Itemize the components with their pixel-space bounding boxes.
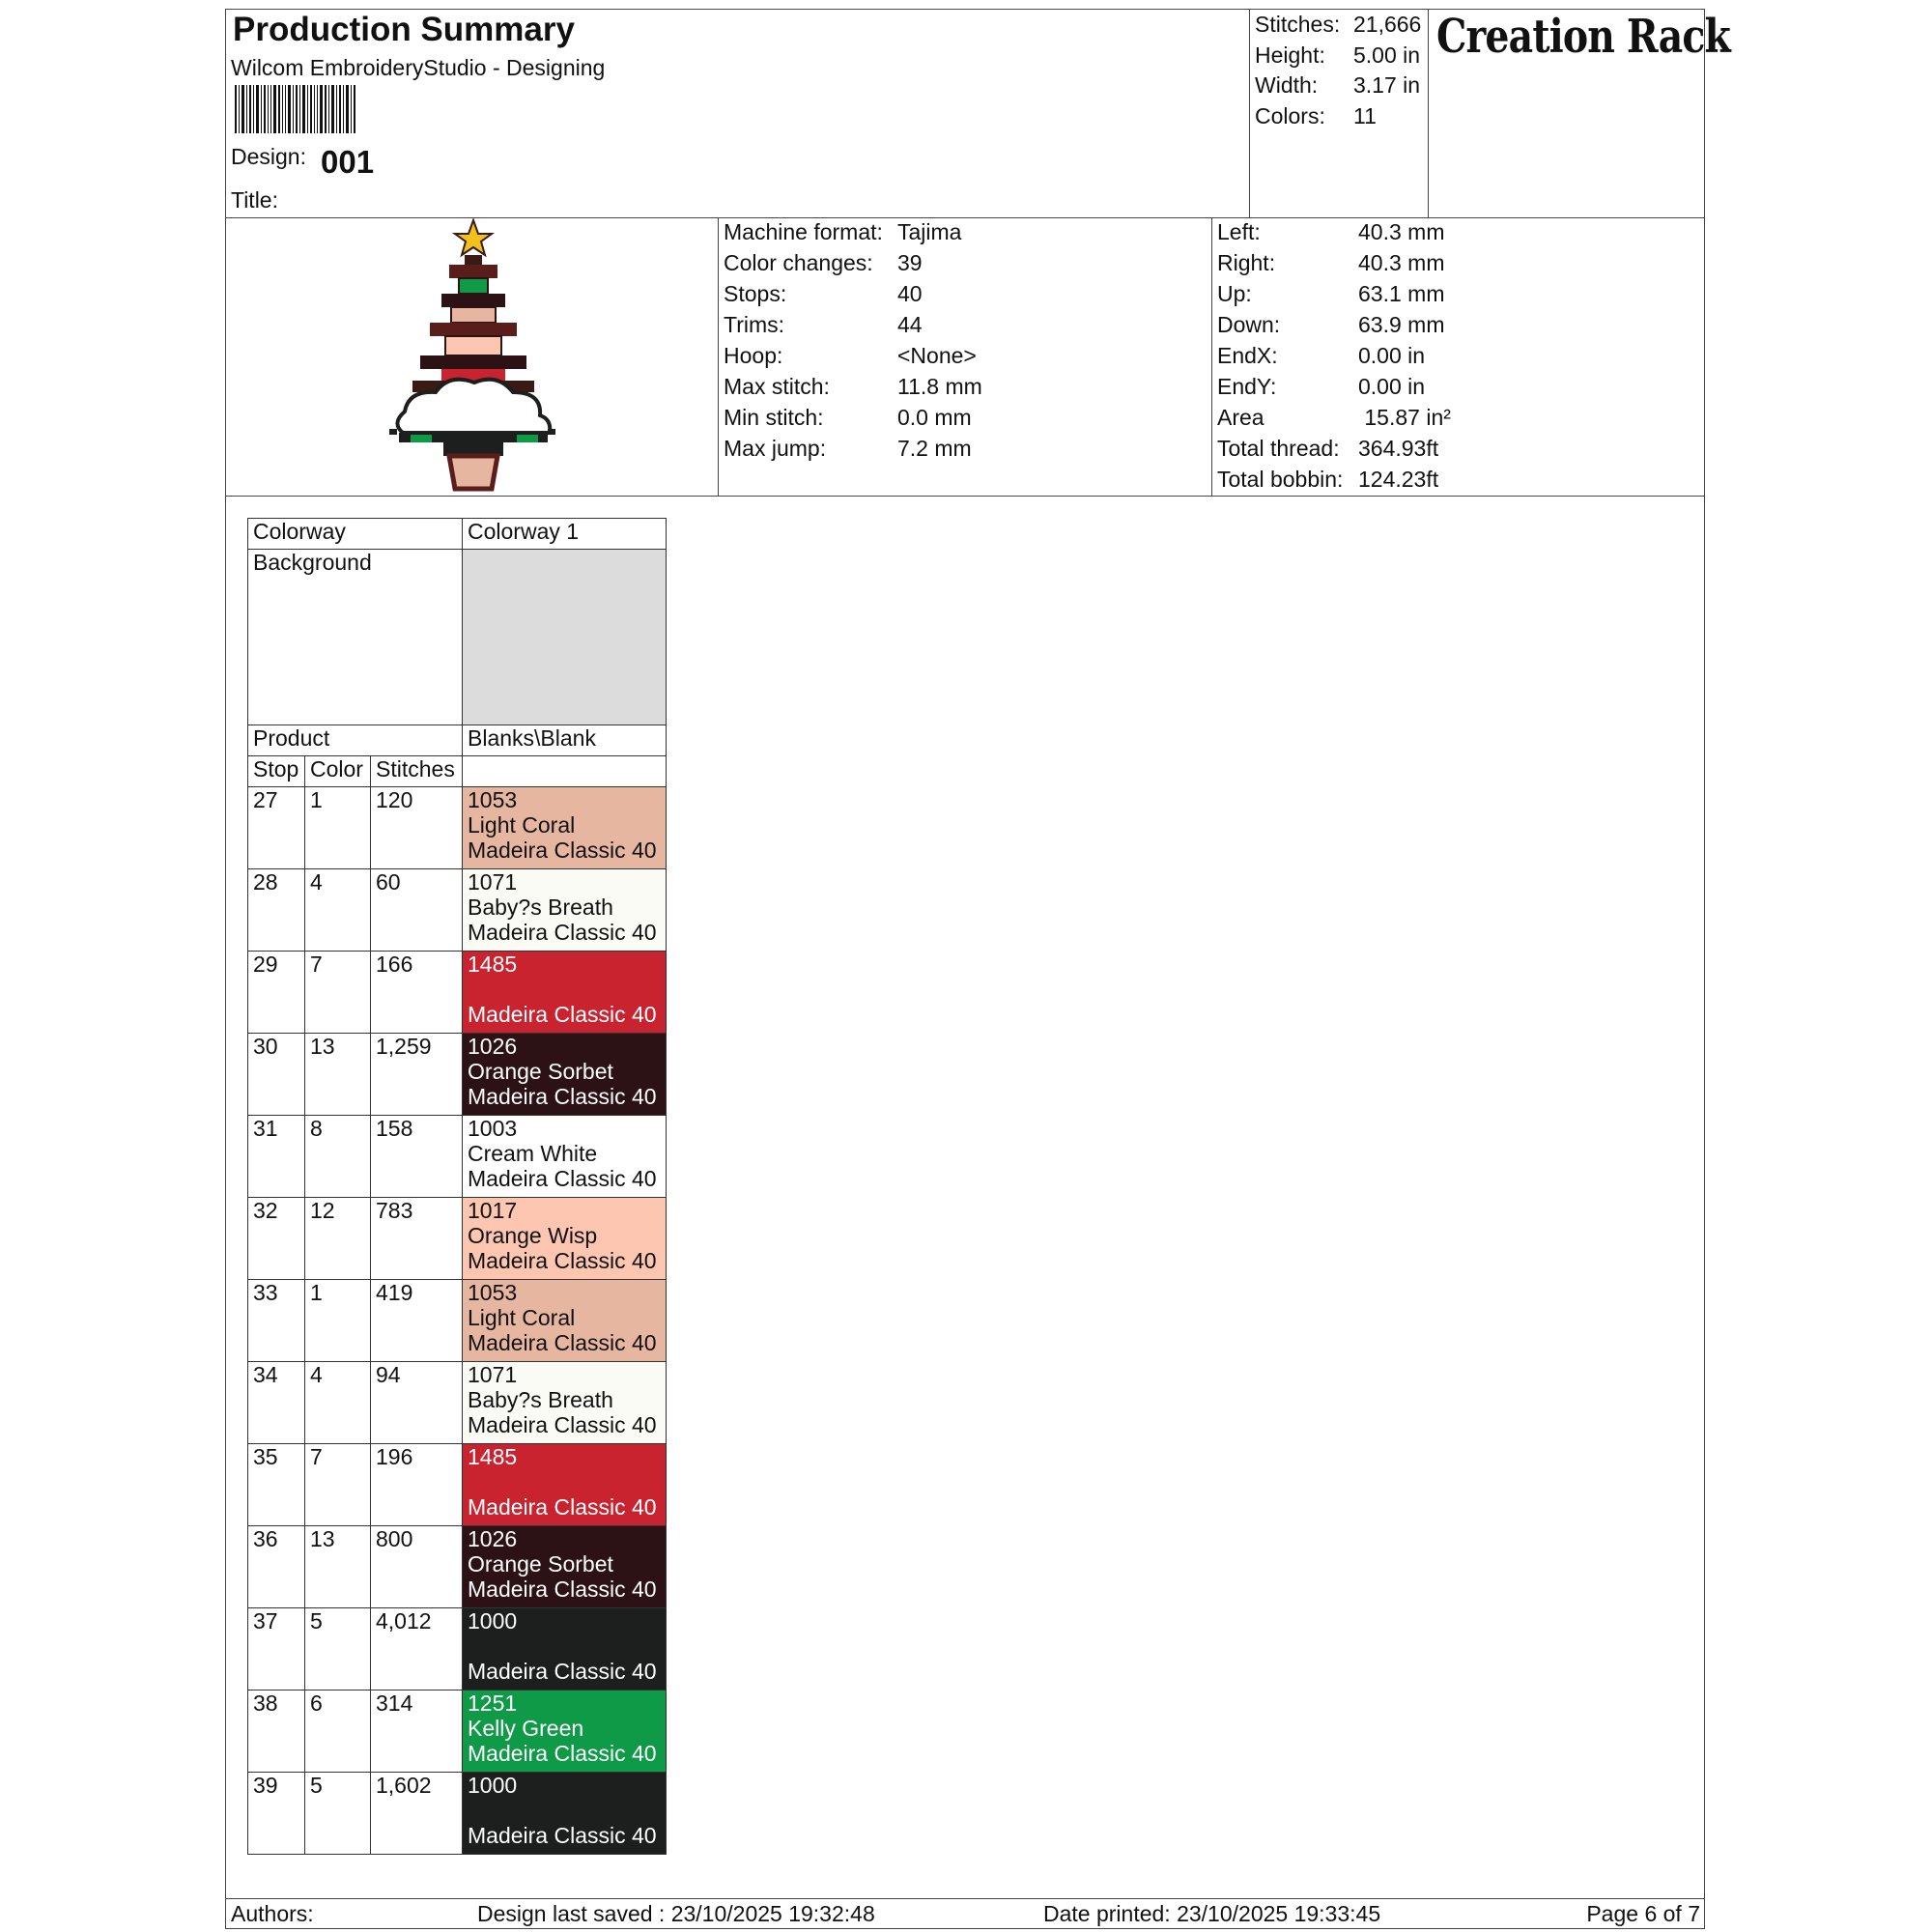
thread-row xyxy=(248,1773,667,1855)
thread-row xyxy=(248,1608,667,1690)
color-index-cell: 4 xyxy=(305,869,371,952)
stop-cell: 37 xyxy=(248,1608,305,1690)
thread-name xyxy=(468,1634,666,1659)
thread-swatch-cell xyxy=(463,1362,667,1444)
color-index-cell: 8 xyxy=(305,1116,371,1198)
thread-name: Orange Sorbet xyxy=(468,1059,613,1084)
preview-divider xyxy=(718,217,719,496)
machine-label: Hoop: xyxy=(724,343,783,368)
thread-brand: Madeira Classic 40 xyxy=(468,1577,657,1602)
extent-value: 15.87 in² xyxy=(1358,405,1451,430)
stitch-count-cell: 120 xyxy=(371,787,463,869)
thread-name xyxy=(468,1469,666,1494)
thread-name: Light Coral xyxy=(468,1305,576,1330)
thread-row xyxy=(248,1280,667,1362)
background-row xyxy=(248,550,667,725)
thread-row xyxy=(248,787,667,869)
machine-value: 7.2 mm xyxy=(897,436,972,461)
thread-name: Cream White xyxy=(468,1141,598,1166)
title-label: Title: xyxy=(231,187,278,213)
extent-value: 40.3 mm xyxy=(1358,250,1445,275)
summary-label: Height: xyxy=(1255,43,1325,68)
stitch-count-cell: 314 xyxy=(371,1690,463,1773)
extent-label: EndY: xyxy=(1217,374,1277,399)
thread-swatch-cell xyxy=(463,869,667,952)
extent-label: Left: xyxy=(1217,219,1261,244)
software-subtitle: Wilcom EmbroideryStudio - Designing xyxy=(231,55,606,80)
color-index-cell: 7 xyxy=(305,952,371,1034)
summary-value: 11 xyxy=(1353,103,1377,128)
barcode xyxy=(235,85,356,133)
color-index-cell: 5 xyxy=(305,1608,371,1690)
design-label: Design: xyxy=(231,144,306,169)
col-thread-header xyxy=(463,756,667,787)
thread-name xyxy=(468,1798,666,1823)
thread-swatch-cell xyxy=(463,952,667,1034)
machine-label: Color changes: xyxy=(724,250,873,275)
stitch-count-cell: 4,012 xyxy=(371,1608,463,1690)
thread-row xyxy=(248,952,667,1034)
thread-code: 1485 xyxy=(468,952,518,977)
color-index-cell: 5 xyxy=(305,1773,371,1855)
extent-value: 63.1 mm xyxy=(1358,281,1445,306)
color-index-cell: 4 xyxy=(305,1362,371,1444)
thread-swatch-cell xyxy=(463,1444,667,1526)
extents-divider xyxy=(1211,217,1212,496)
machine-value: 40 xyxy=(897,281,923,306)
thread-swatch-cell xyxy=(463,787,667,869)
extent-label: Up: xyxy=(1217,281,1252,306)
stitch-count-cell: 1,259 xyxy=(371,1034,463,1116)
page-title: Production Summary xyxy=(233,11,575,48)
brand-divider xyxy=(1428,9,1429,217)
thread-code: 1071 xyxy=(468,869,518,895)
stop-cell: 31 xyxy=(248,1116,305,1198)
footer-divider xyxy=(225,1898,1705,1899)
stitch-count-cell: 60 xyxy=(371,869,463,952)
design-preview xyxy=(382,218,565,495)
product-row xyxy=(248,725,667,756)
thread-name: Baby?s Breath xyxy=(468,895,613,920)
footer-page-number: Page 6 of 7 xyxy=(1586,1901,1700,1926)
stop-cell: 28 xyxy=(248,869,305,952)
stop-cell: 33 xyxy=(248,1280,305,1362)
background-label: Background xyxy=(248,550,463,725)
thread-code: 1485 xyxy=(468,1444,518,1469)
stop-cell: 39 xyxy=(248,1773,305,1855)
col-stitches-header: Stitches xyxy=(371,756,463,787)
thread-swatch-cell xyxy=(463,1198,667,1280)
brand-logo: Creation Rack xyxy=(1436,10,1731,64)
thread-swatch-cell xyxy=(463,1773,667,1855)
thread-swatch-cell xyxy=(463,1116,667,1198)
thread-swatch-cell xyxy=(463,1526,667,1608)
thread-name xyxy=(468,977,666,1002)
thread-code: 1026 xyxy=(468,1034,518,1059)
thread-brand: Madeira Classic 40 xyxy=(468,1741,657,1766)
stop-cell: 38 xyxy=(248,1690,305,1773)
thread-row xyxy=(248,1526,667,1608)
stop-cell: 32 xyxy=(248,1198,305,1280)
thread-brand: Madeira Classic 40 xyxy=(468,1166,657,1191)
stop-cell: 30 xyxy=(248,1034,305,1116)
colorway-header-row xyxy=(248,519,667,550)
stitch-count-cell: 800 xyxy=(371,1526,463,1608)
background-swatch xyxy=(463,550,667,725)
thread-name: Orange Sorbet xyxy=(468,1551,613,1577)
product-value: Blanks\Blank xyxy=(463,725,667,756)
stop-cell: 29 xyxy=(248,952,305,1034)
thread-brand: Madeira Classic 40 xyxy=(468,920,657,945)
machine-label: Trims: xyxy=(724,312,785,337)
machine-value: Tajima xyxy=(897,219,962,244)
product-label: Product xyxy=(248,725,463,756)
thread-name: Kelly Green xyxy=(468,1716,584,1741)
machine-value: 39 xyxy=(897,250,923,275)
extent-label: Right: xyxy=(1217,250,1276,275)
stitch-count-cell: 94 xyxy=(371,1362,463,1444)
extent-label: Down: xyxy=(1217,312,1281,337)
footer-authors: Authors: xyxy=(231,1901,314,1926)
footer-date-printed: Date printed: 23/10/2025 19:33:45 xyxy=(1043,1901,1381,1926)
extent-value: 364.93ft xyxy=(1358,436,1439,461)
machine-value: 44 xyxy=(897,312,923,337)
summary-label: Stitches: xyxy=(1255,12,1341,37)
thread-brand: Madeira Classic 40 xyxy=(468,1823,657,1848)
stitch-count-cell: 196 xyxy=(371,1444,463,1526)
extent-value: 0.00 in xyxy=(1358,343,1426,368)
thread-row xyxy=(248,1444,667,1526)
stitch-count-cell: 419 xyxy=(371,1280,463,1362)
thread-code: 1026 xyxy=(468,1526,518,1551)
stitch-count-cell: 1,602 xyxy=(371,1773,463,1855)
design-number: 001 xyxy=(321,144,375,180)
thread-row xyxy=(248,1116,667,1198)
color-index-cell: 12 xyxy=(305,1198,371,1280)
thread-name: Orange Wisp xyxy=(468,1223,598,1248)
thread-row xyxy=(248,869,667,952)
machine-label: Max stitch: xyxy=(724,374,830,399)
colorway-table xyxy=(247,518,667,1855)
stop-cell: 36 xyxy=(248,1526,305,1608)
extent-value: 63.9 mm xyxy=(1358,312,1445,337)
thread-code: 1053 xyxy=(468,787,518,812)
extent-label: Total thread: xyxy=(1217,436,1340,461)
thread-row xyxy=(248,1034,667,1116)
thread-brand: Madeira Classic 40 xyxy=(468,1084,657,1109)
stitch-count-cell: 783 xyxy=(371,1198,463,1280)
thread-code: 1017 xyxy=(468,1198,518,1223)
stitch-count-cell: 158 xyxy=(371,1116,463,1198)
color-index-cell: 13 xyxy=(305,1034,371,1116)
stop-cell: 34 xyxy=(248,1362,305,1444)
summary-label: Width: xyxy=(1255,72,1319,98)
color-index-cell: 13 xyxy=(305,1526,371,1608)
thread-brand: Madeira Classic 40 xyxy=(468,1248,657,1273)
thread-name: Baby?s Breath xyxy=(468,1387,613,1412)
machine-value: 0.0 mm xyxy=(897,405,972,430)
thread-code: 1000 xyxy=(468,1608,518,1634)
footer-last-saved: Design last saved : 23/10/2025 19:32:48 xyxy=(477,1901,875,1926)
thread-code: 1251 xyxy=(468,1690,518,1716)
thread-swatch-cell xyxy=(463,1608,667,1690)
color-index-cell: 1 xyxy=(305,787,371,869)
machine-label: Machine format: xyxy=(724,219,883,244)
thread-swatch-cell xyxy=(463,1690,667,1773)
summary-label: Colors: xyxy=(1255,103,1325,128)
thread-brand: Madeira Classic 40 xyxy=(468,1412,657,1437)
col-stop-header: Stop xyxy=(248,756,305,787)
machine-label: Min stitch: xyxy=(724,405,824,430)
thread-row xyxy=(248,1198,667,1280)
colorway-value: Colorway 1 xyxy=(463,519,667,550)
thread-name: Light Coral xyxy=(468,812,576,838)
col-color-header: Color xyxy=(305,756,371,787)
thread-row xyxy=(248,1362,667,1444)
extent-label: EndX: xyxy=(1217,343,1278,368)
thread-swatch-cell xyxy=(463,1280,667,1362)
thread-code: 1000 xyxy=(468,1773,518,1798)
machine-label: Max jump: xyxy=(724,436,827,461)
extent-label: Total bobbin: xyxy=(1217,467,1344,492)
stop-cell: 35 xyxy=(248,1444,305,1526)
column-header-row xyxy=(248,756,667,787)
thread-swatch-cell xyxy=(463,1034,667,1116)
thread-brand: Madeira Classic 40 xyxy=(468,838,657,863)
thread-code: 1053 xyxy=(468,1280,518,1305)
extent-value: 0.00 in xyxy=(1358,374,1426,399)
extent-value: 124.23ft xyxy=(1358,467,1439,492)
thread-code: 1003 xyxy=(468,1116,518,1141)
summary-value: 5.00 in xyxy=(1353,43,1421,68)
color-index-cell: 6 xyxy=(305,1690,371,1773)
thread-code: 1071 xyxy=(468,1362,518,1387)
thread-brand: Madeira Classic 40 xyxy=(468,1330,657,1355)
color-index-cell: 7 xyxy=(305,1444,371,1526)
machine-label: Stops: xyxy=(724,281,787,306)
info-divider xyxy=(225,496,1705,497)
stop-cell: 27 xyxy=(248,787,305,869)
thread-brand: Madeira Classic 40 xyxy=(468,1659,657,1684)
machine-value: <None> xyxy=(897,343,977,368)
machine-value: 11.8 mm xyxy=(897,374,982,399)
summary-value: 3.17 in xyxy=(1353,72,1421,98)
colorway-label: Colorway xyxy=(248,519,463,550)
color-index-cell: 1 xyxy=(305,1280,371,1362)
thread-row xyxy=(248,1690,667,1773)
thread-brand: Madeira Classic 40 xyxy=(468,1494,657,1520)
summary-value: 21,666 xyxy=(1353,12,1422,37)
thread-brand: Madeira Classic 40 xyxy=(468,1002,657,1027)
summary-divider xyxy=(1249,9,1250,217)
stitch-count-cell: 166 xyxy=(371,952,463,1034)
extent-label: Area xyxy=(1217,405,1264,430)
extent-value: 40.3 mm xyxy=(1358,219,1445,244)
